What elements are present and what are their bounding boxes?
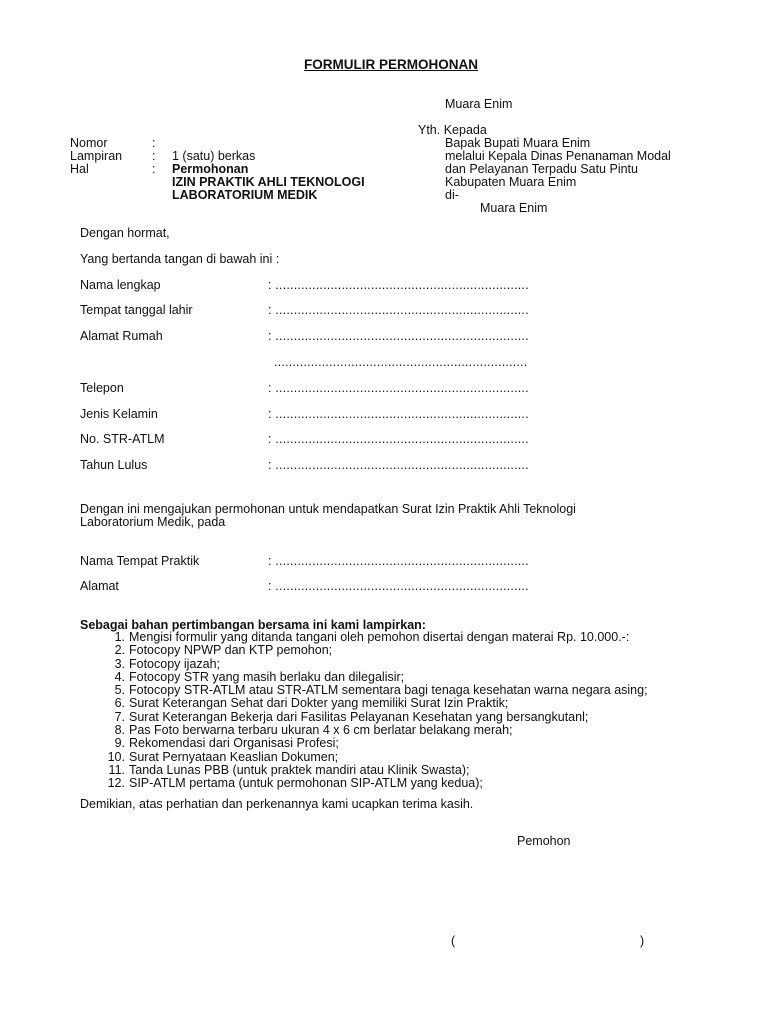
list-item — [88, 658, 648, 671]
list-text: Fotocopy ijazah; — [129, 656, 221, 671]
list-text: Mengisi formulir yang ditanda tangani oleh pemohon disertai dengan materai Rp. 10.000.-: — [129, 630, 630, 644]
list-item — [88, 724, 648, 737]
closing-text: Demikian, atas perhatian dan perkenannya kami ucapkan terima kasih. — [80, 797, 474, 811]
signature-close-paren: ) — [640, 934, 645, 948]
lampiran-label: Lampiran — [70, 149, 123, 163]
request-text: Laboratorium Medik, pada — [80, 515, 226, 529]
list-number: 11. — [108, 762, 125, 777]
field-label: Tempat tanggal lahir — [80, 303, 193, 317]
field-label: No. STR-ATLM — [80, 432, 165, 446]
list-text: Fotocopy STR-ATLM atau STR-ATLM sementara bagi tenaga kesehatan warna negara asing; — [129, 683, 648, 698]
recipient-yth: Yth. Kepada — [418, 123, 487, 137]
field-blank[interactable]: : ..................................................................... — [268, 579, 529, 593]
field-blank[interactable]: : ..................................................................... — [268, 432, 529, 446]
list-text: Fotocopy NPWP dan KTP pemohon; — [129, 643, 333, 658]
list-number: 2. — [114, 643, 125, 658]
list-number: 5. — [114, 683, 125, 698]
hal-colon: : — [152, 162, 156, 176]
hal-value: LABORATORIUM MEDIK — [172, 188, 318, 202]
recipient-line: Kabupaten Muara Enim — [445, 175, 577, 189]
list-number: 7. — [114, 709, 125, 724]
hal-value: Permohonan — [172, 162, 249, 176]
form-title: FORMULIR PERMOHONAN — [304, 57, 478, 72]
lampiran-value: 1 (satu) berkas — [172, 149, 256, 163]
field-label: Jenis Kelamin — [80, 407, 158, 421]
field-label: Alamat — [80, 579, 119, 593]
attachments-list — [88, 631, 648, 791]
field-label: Nama lengkap — [80, 278, 161, 292]
field-label: Nama Tempat Praktik — [80, 554, 200, 568]
field-blank[interactable]: : ..................................................................... — [268, 554, 529, 568]
list-item — [88, 737, 648, 750]
list-number: 10. — [107, 749, 125, 764]
list-item — [88, 697, 648, 710]
greeting: Dengan hormat, — [80, 226, 170, 240]
list-item — [88, 764, 648, 777]
lampiran-colon: : — [152, 149, 156, 163]
list-item — [88, 644, 648, 657]
request-text: Dengan ini mengajukan permohonan untuk mendapatkan Surat Izin Praktik Ahli Teknologi — [80, 502, 576, 516]
recipient-city: Muara Enim — [480, 201, 548, 215]
list-number: 9. — [114, 736, 125, 751]
list-item — [88, 684, 648, 697]
field-label: Telepon — [80, 381, 124, 395]
field-blank[interactable]: : ..................................................................... — [268, 407, 529, 421]
list-text: Pas Foto berwarna terbaru ukuran 4 x 6 cm berlatar belakang merah; — [129, 723, 513, 738]
list-item — [88, 711, 648, 724]
signature-open-paren: ( — [451, 934, 456, 948]
field-blank[interactable]: : ..................................................................... — [268, 458, 529, 472]
field-blank[interactable]: : ..................................................................... — [268, 329, 529, 343]
field-blank-continuation[interactable]: ..................................................................... — [274, 355, 528, 369]
place-text: Muara Enim — [445, 97, 513, 111]
nomor-label: Nomor — [70, 136, 108, 150]
list-item — [88, 751, 648, 764]
list-number: 6. — [114, 696, 125, 711]
list-text: Rekomendasi dari Organisasi Profesi; — [129, 736, 339, 751]
nomor-colon: : — [152, 136, 156, 150]
attachments-heading: Sebagai bahan pertimbangan bersama ini kami lampirkan: — [80, 618, 426, 632]
list-text: Surat Keterangan Bekerja dari Fasilitas Pelayanan Kesehatan yang bersangkutanl; — [129, 709, 589, 724]
recipient-line: di- — [445, 188, 459, 202]
list-text: Surat Pernyataan Keaslian Dokumen; — [129, 749, 339, 764]
recipient-line: dan Pelayanan Terpadu Satu Pintu — [445, 162, 638, 176]
list-item — [88, 777, 648, 790]
list-text: SIP-ATLM pertama (untuk permohonan SIP-ATLM yang kedua); — [129, 776, 483, 791]
list-text: Tanda Lunas PBB (untuk praktek mandiri atau Klinik Swasta); — [129, 762, 470, 777]
recipient-line: melalui Kepala Dinas Penanaman Modal — [445, 149, 671, 163]
intro-text: Yang bertanda tangan di bawah ini : — [80, 252, 280, 266]
field-blank[interactable]: : ..................................................................... — [268, 381, 529, 395]
list-item — [88, 671, 648, 684]
list-number: 1. — [114, 630, 125, 644]
field-label: Tahun Lulus — [80, 458, 148, 472]
hal-label: Hal — [70, 162, 89, 176]
list-item — [88, 631, 648, 644]
recipient-line: Bapak Bupati Muara Enim — [445, 136, 591, 150]
list-number: 3. — [114, 656, 125, 671]
field-blank[interactable]: : ..................................................................... — [268, 278, 529, 292]
signature-label: Pemohon — [517, 834, 571, 848]
list-number: 4. — [114, 669, 125, 684]
hal-value: IZIN PRAKTIK AHLI TEKNOLOGI — [172, 175, 365, 189]
field-label: Alamat Rumah — [80, 329, 163, 343]
list-number: 8. — [114, 723, 125, 738]
field-blank[interactable]: : ..................................................................... — [268, 303, 529, 317]
list-text: Fotocopy STR yang masih berlaku dan dilegalisir; — [129, 669, 405, 684]
list-number: 12. — [107, 776, 125, 791]
list-text: Surat Keterangan Sehat dari Dokter yang memiliki Surat Izin Praktik; — [129, 696, 509, 711]
